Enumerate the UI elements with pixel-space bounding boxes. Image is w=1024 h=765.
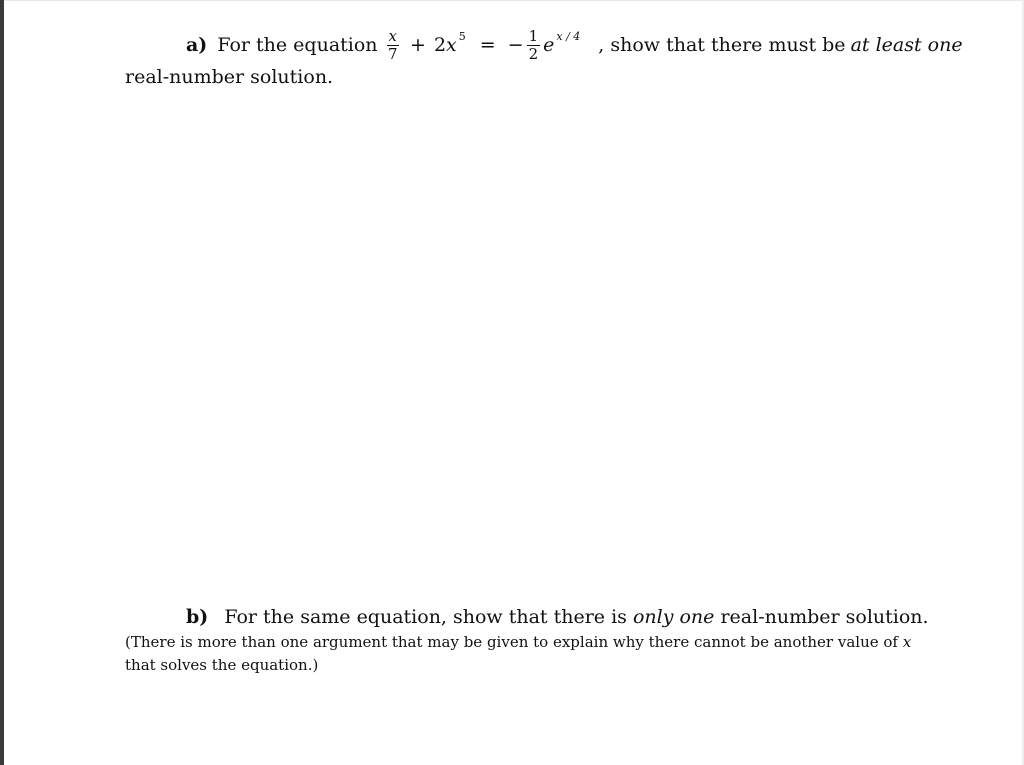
equation (384, 26, 581, 63)
fraction-denominator: 2 (528, 44, 539, 63)
part-a-emphasis: at least one (850, 34, 963, 56)
base-e: e (543, 34, 555, 56)
exponent-5: 5 (458, 29, 466, 43)
equals-sign: = (479, 34, 496, 56)
exponent-x-over-4: x / 4 (556, 29, 581, 43)
part-a-continuation: , show that there must be (598, 34, 846, 56)
part-b-note-after: that solves the equation.) (125, 656, 319, 674)
part-b-note (125, 631, 915, 677)
page-top-border (4, 0, 1024, 1)
minus-sign: − (507, 34, 524, 56)
part-a-label: a) (186, 34, 208, 56)
fraction-1-over-2 (527, 26, 541, 63)
part-b-emphasis: only one (632, 606, 715, 628)
part-b-note-before: (There is more than one argument that may be given to explain why there cannot be another value of (125, 633, 898, 651)
part-a-statement (186, 26, 963, 64)
part-b-statement (186, 606, 929, 628)
coefficient: 2 (433, 34, 447, 56)
part-b-text-before: For the same equation, show that there is (224, 606, 627, 628)
part-a-intro: For the equation (217, 34, 378, 56)
part-b-text-after: real-number solution. (720, 606, 929, 628)
plus-sign: + (410, 34, 426, 56)
fraction-x-over-7 (387, 26, 399, 63)
part-a-line-2: real-number solution. (125, 66, 334, 88)
fraction-numerator: 1 (528, 26, 539, 45)
page-left-border (0, 0, 4, 765)
variable-x: x (446, 34, 457, 56)
fraction-numerator: x (388, 26, 398, 45)
part-b-note-variable: x (902, 633, 912, 651)
fraction-denominator: 7 (388, 44, 398, 63)
part-b-label: b) (186, 606, 209, 628)
